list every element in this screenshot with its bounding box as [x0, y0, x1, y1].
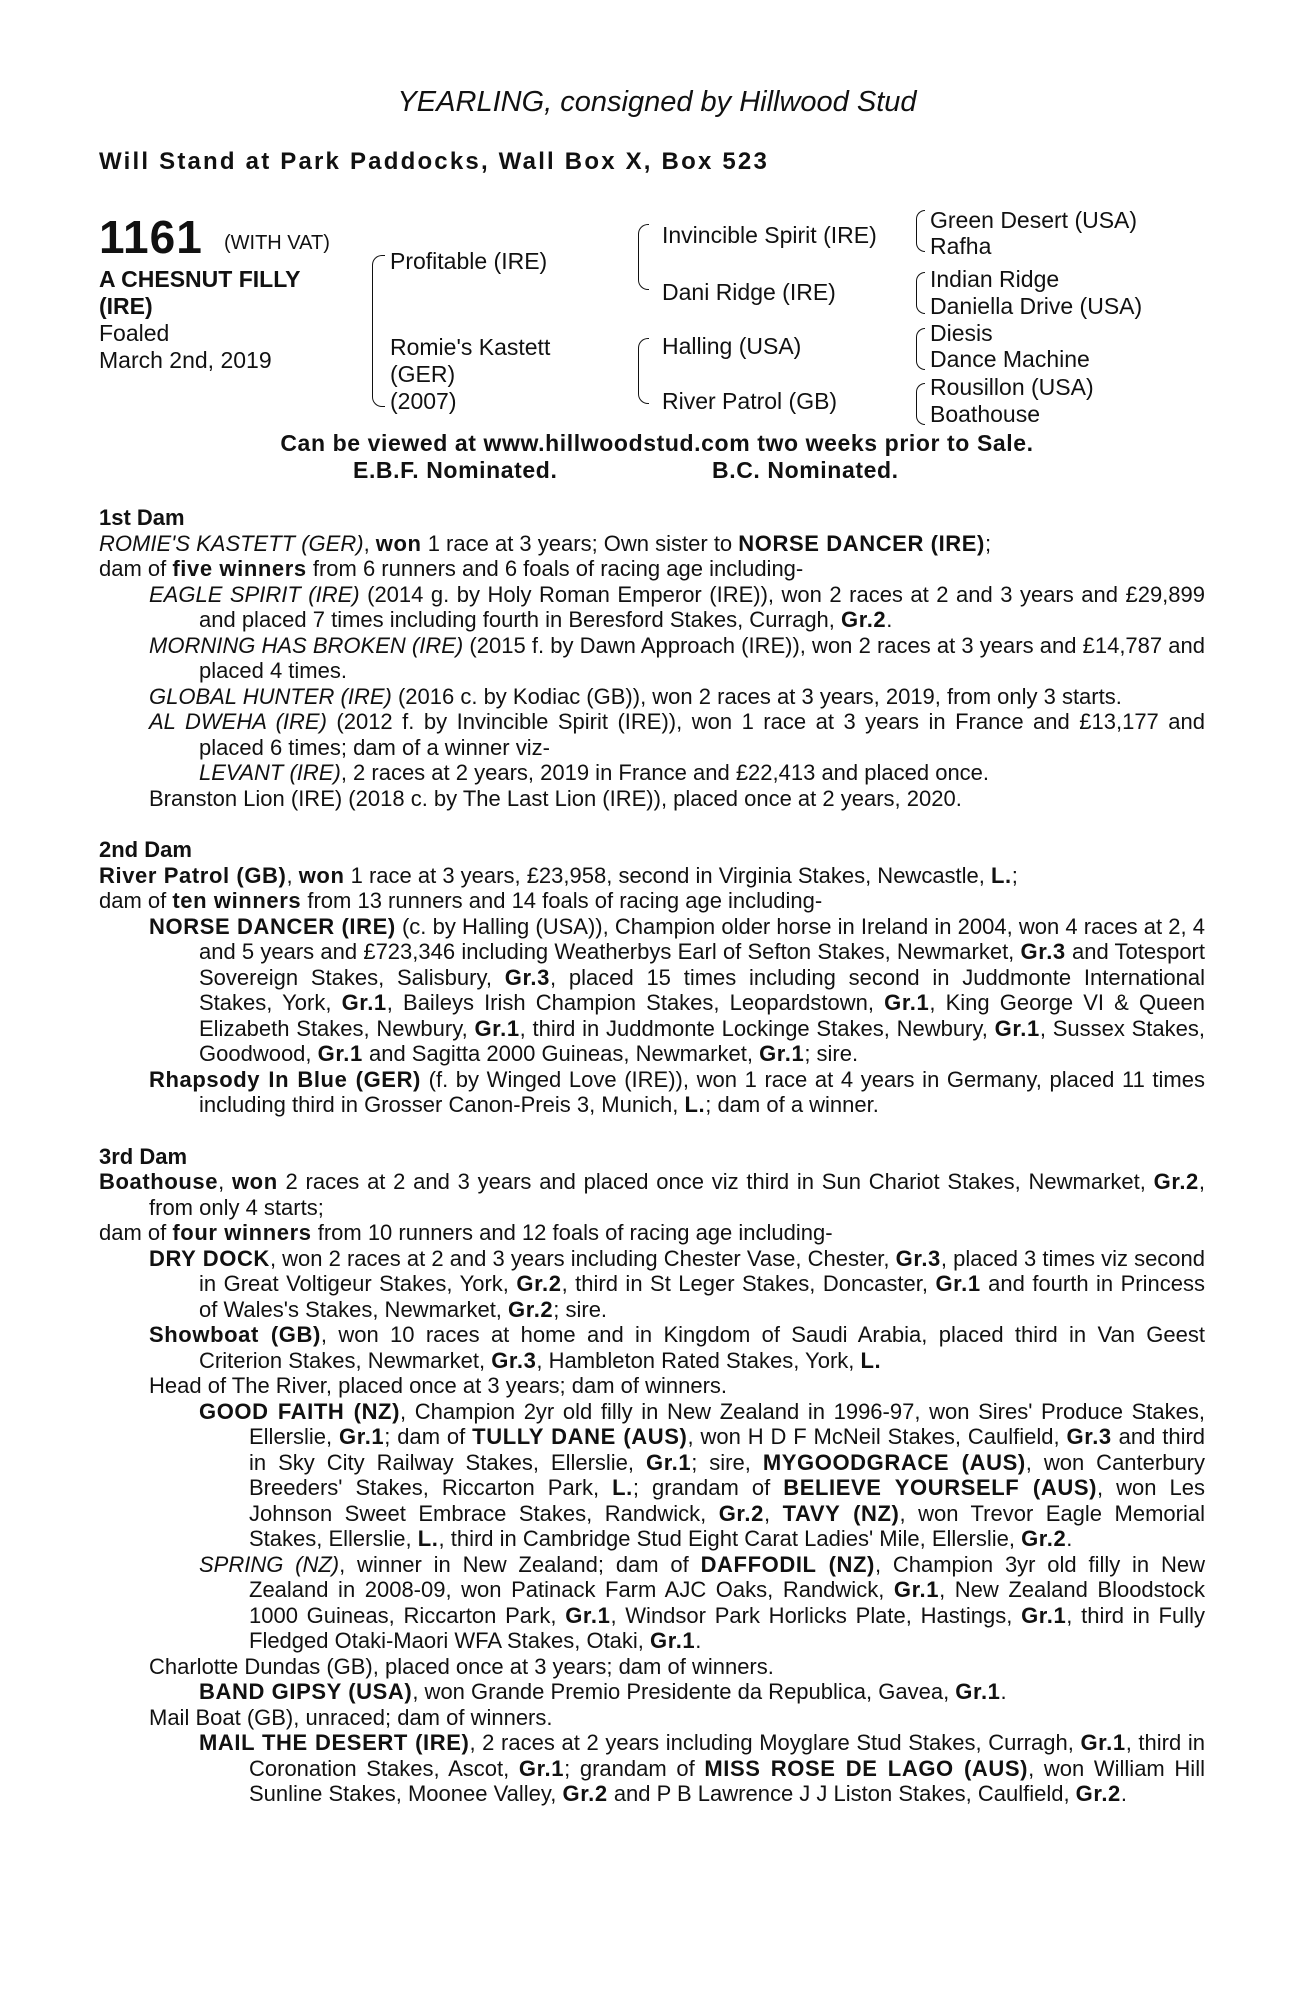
third-dam-summary [99, 1220, 1205, 1246]
text-bold: Gr.2 [1075, 1781, 1121, 1806]
pedigree-bracket-dam [638, 338, 649, 404]
text-bold: Gr.1 [759, 1041, 805, 1066]
text-bold: TULLY DANE (AUS) [472, 1424, 688, 1449]
text: , New Zealand Bloodstock 1000 Guineas, Riccarton Park, [249, 1577, 1206, 1628]
text-bold: won [231, 1169, 278, 1194]
text-bold: Gr.1 [474, 1015, 520, 1041]
text: , [218, 1169, 232, 1194]
pedigree-g6: Dance Machine [930, 346, 1090, 372]
text: . [886, 607, 893, 632]
pedigree-bracket-g1 [916, 210, 925, 252]
text: (2016 c. by Kodiac (GB)), won 2 races at 3 years, 2019, from only 3 starts. [391, 683, 1122, 709]
text: , from only 4 starts; [149, 1169, 1205, 1220]
text: , 2 races at 2 years, 2019 in France and £22,413 and placed once. [340, 760, 990, 785]
text-bold: won [375, 530, 422, 556]
text: , [363, 530, 376, 556]
second-dam-line [99, 863, 1205, 889]
text: , won Grande Premio Presidente da Republica, Gavea, [412, 1679, 956, 1704]
pedigree-bracket-main [372, 255, 385, 407]
text-bold: NORSE DANCER (IRE) [738, 530, 985, 556]
text: dam of [99, 556, 173, 581]
text: , Windsor Park Horlicks Plate, Hastings, [610, 1602, 1022, 1628]
produce-record [99, 505, 1205, 1807]
text: dam of [99, 888, 173, 913]
produce-entry [99, 1679, 1205, 1705]
horse-name: NORSE DANCER (IRE) [149, 913, 396, 939]
pedigree-bracket-sire [638, 224, 649, 290]
produce-entry: Mail Boat (GB), unraced; dam of winners. [149, 1704, 553, 1730]
produce-entry [99, 914, 1205, 1067]
text: 1 race at 3 years, £23,958, second in Virginia Stakes, Newcastle, [344, 862, 992, 888]
second-dam-summary [99, 888, 1205, 914]
text: (2015 f. by Dawn Approach (IRE)), won 2 races at 3 years and £14,787 and placed 4 times. [199, 632, 1205, 683]
text-bold: Gr.2 [1021, 1526, 1067, 1551]
text: ; dam of a winner. [705, 1092, 879, 1117]
text: , 2 races at 2 years including Moyglare Stud Stakes, Curragh, [469, 1730, 1081, 1755]
text-bold: ten winners [172, 888, 302, 913]
horse-name: LEVANT (IRE) [199, 760, 341, 785]
produce-entry [99, 582, 1205, 633]
pedigree-dam-dam: River Patrol (GB) [662, 388, 838, 414]
text-bold: won [298, 862, 345, 888]
text-bold: L. [684, 1092, 706, 1117]
text-bold: L. [860, 1347, 882, 1373]
third-dam-line [99, 1169, 1205, 1220]
pedigree-g3: Indian Ridge [930, 266, 1060, 292]
text-bold: Gr.1 [955, 1679, 1001, 1704]
text: ; sire, [691, 1449, 763, 1475]
first-dam-name: ROMIE'S KASTETT (GER) [99, 530, 364, 556]
produce-entry [99, 1322, 1205, 1373]
text: ; sire. [553, 1296, 608, 1322]
text-bold: Gr.3 [895, 1245, 941, 1271]
horse-name: BAND GIPSY (USA) [199, 1679, 413, 1704]
text: (f. by Winged Love (IRE)), won 1 race at 4 years in Germany, placed 11 times including third in Grosser Canon-Preis 3, Munich, [199, 1066, 1205, 1117]
text-bold: MISS ROSE DE LAGO (AUS) [704, 1755, 1029, 1781]
produce-entry [99, 1399, 1205, 1552]
text: ; grandam of [632, 1475, 784, 1500]
pedigree-sire-dam: Dani Ridge (IRE) [662, 279, 836, 305]
text: 2 races at 2 and 3 years and placed once viz third in Sun Chariot Stakes, Newmarket, [277, 1169, 1154, 1194]
text-bold: Gr.3 [504, 964, 550, 990]
pedigree-dam-country: (GER) [390, 361, 456, 387]
text: , Hambleton Rated Stakes, York, [536, 1347, 861, 1373]
foaled-label: Foaled [99, 320, 170, 346]
text: ; grandam of [564, 1755, 705, 1781]
text: , Sussex Stakes, Goodwood, [199, 1015, 1205, 1066]
text-bold: Gr.1 [994, 1015, 1040, 1041]
text: , won 2 races at 2 and 3 years including Chester Vase, Chester, [269, 1245, 896, 1271]
pedigree-g2: Rafha [930, 233, 992, 259]
text: ; [984, 530, 992, 556]
text: , King George VI & Queen Elizabeth Stakes, Newbury, [199, 990, 1205, 1041]
text: 1 race at 3 years; Own sister to [421, 530, 739, 556]
text-bold: Gr.3 [491, 1347, 537, 1373]
text: , third in Juddmonte Lockinge Stakes, Newbury, [519, 1015, 995, 1041]
text: , Champion 3yr old filly in New Zealand in 2008-09, won Patinack Farm AJC Oaks, Randwick, [249, 1551, 1205, 1602]
first-dam-summary [99, 556, 1205, 582]
text-bold: MYGOODGRACE (AUS) [762, 1449, 1026, 1475]
viewing-notice: Can be viewed at www.hillwoodstud.com two weeks prior to Sale. [280, 430, 1034, 456]
text: , won William Hill Sunline Stakes, Moonee Valley, [249, 1755, 1205, 1806]
lot-number: 1161 [99, 211, 203, 263]
text: , won 10 races at home and in Kingdom of Saudi Arabia, placed third in Van Geest Criterion Stakes, Newmarket, [199, 1322, 1205, 1373]
pedigree-g1: Green Desert (USA) [930, 207, 1138, 233]
text: , won Les Johnson Sweet Embrace Stakes, Randwick, [249, 1475, 1205, 1526]
text-bold: Gr.2 [508, 1296, 554, 1322]
text: from 10 runners and 12 foals of racing age including- [311, 1220, 833, 1245]
pedigree-sire-sire: Invincible Spirit (IRE) [662, 222, 877, 248]
bc-nomination: B.C. Nominated. [712, 457, 899, 483]
second-dam-heading: 2nd Dam [99, 837, 192, 862]
text: , third in Cambridge Stud Eight Carat Ladies' Mile, Ellerslie, [438, 1526, 1022, 1551]
produce-entry [99, 1067, 1205, 1118]
text-bold: Gr.2 [562, 1781, 608, 1806]
pedigree-g4: Daniella Drive (USA) [930, 293, 1143, 319]
produce-entry [99, 709, 1205, 760]
produce-entry: Branston Lion (IRE) (2018 c. by The Last Lion (IRE)), placed once at 2 years, 2020. [149, 785, 962, 811]
produce-entry [99, 684, 1205, 710]
text: from 6 runners and 6 foals of racing age including- [306, 556, 804, 581]
text-bold: Gr.1 [646, 1449, 692, 1475]
text-bold: five winners [172, 556, 307, 581]
text: , third in Fully Fledged Otaki-Maori WFA Stakes, Otaki, [249, 1602, 1205, 1653]
text: . [1120, 1781, 1128, 1806]
produce-entry [99, 1246, 1205, 1323]
text-bold: Gr.1 [317, 1041, 363, 1066]
text-bold: L. [417, 1526, 439, 1551]
text-bold: Gr.1 [935, 1271, 981, 1296]
text: from 13 runners and 14 foals of racing age including- [301, 888, 823, 913]
text: (2014 g. by Holy Roman Emperor (IRE)), won 2 races at 2 and 3 years and £29,899 and placed 7 times including fourth in Beresford Stakes, Curragh, [199, 581, 1205, 632]
first-dam-line [99, 531, 1205, 557]
lot-description-country: (IRE) [99, 293, 153, 319]
text: , [286, 862, 299, 888]
text-bold: Gr.3 [1020, 939, 1066, 964]
text: , won H D F McNeil Stakes, Caulfield, [687, 1424, 1067, 1449]
text: , won Trevor Eagle Memorial Stakes, Ellerslie, [249, 1500, 1205, 1551]
text-bold: four winners [172, 1220, 312, 1245]
text: (2012 f. by Invincible Spirit (IRE)), won 1 race at 3 years in France and £13,177 and placed 6 times; dam of a winner viz- [199, 709, 1205, 760]
text: . [695, 1628, 702, 1653]
horse-name: GLOBAL HUNTER (IRE) [149, 683, 392, 709]
produce-entry [99, 1730, 1205, 1807]
text: , winner in New Zealand; dam of [339, 1551, 701, 1577]
text-bold: Gr.1 [884, 990, 930, 1015]
text: and third in Sky City Railway Stakes, Ellerslie, [249, 1424, 1206, 1475]
text-bold: Boathouse [99, 1169, 219, 1194]
horse-name: Showboat (GB) [149, 1322, 321, 1347]
text: and P B Lawrence J J Liston Stakes, Caulfield, [607, 1781, 1076, 1806]
text: , third in St Leger Stakes, Doncaster, [561, 1271, 936, 1296]
text: , [763, 1500, 783, 1526]
text: , placed 3 times viz second in Great Voltigeur Stakes, York, [199, 1245, 1206, 1296]
text-bold: Gr.1 [1021, 1602, 1067, 1628]
horse-name: MORNING HAS BROKEN (IRE) [149, 632, 464, 658]
text: dam of [99, 1220, 173, 1245]
horse-name: EAGLE SPIRIT (IRE) [149, 581, 360, 607]
lot-vat-note: (WITH VAT) [224, 232, 330, 254]
horse-name: GOOD FAITH (NZ) [199, 1398, 401, 1424]
text: and Totesport Sovereign Stakes, Salisbury, [199, 939, 1205, 990]
text: ; sire. [804, 1041, 859, 1066]
pedigree-dam-sire: Halling (USA) [662, 333, 802, 359]
text: , third in Coronation Stakes, Ascot, [249, 1730, 1205, 1781]
text-bold: DAFFODIL (NZ) [700, 1551, 875, 1577]
text-bold: Gr.1 [650, 1628, 696, 1653]
text-bold: BELIEVE YOURSELF (AUS) [783, 1475, 1098, 1500]
text: . [1000, 1679, 1007, 1704]
text-bold: L. [991, 862, 1012, 888]
text: , won Canterbury Breeders' Stakes, Riccarton Park, [249, 1449, 1206, 1500]
text: ; dam of [384, 1424, 473, 1449]
text-bold: Gr.1 [341, 990, 387, 1015]
text: , Champion 2yr old filly in New Zealand in 1996-97, won Sires' Produce Stakes, Ellerslie, [249, 1398, 1205, 1449]
horse-name: Rhapsody In Blue (GER) [149, 1066, 421, 1092]
text-bold: Gr.2 [1153, 1169, 1199, 1194]
consignor-line: YEARLING, consigned by Hillwood Stud [397, 86, 917, 118]
text-bold: Gr.1 [893, 1577, 940, 1602]
horse-name: AL DWEHA (IRE) [149, 709, 327, 734]
text-bold: Gr.2 [516, 1271, 562, 1296]
text-bold: L. [612, 1475, 633, 1500]
text: and fourth in Princess of Wales's Stakes, Newmarket, [199, 1271, 1205, 1322]
stand-location: Will Stand at Park Paddocks, Wall Box X, Box 523 [99, 148, 769, 175]
pedigree-bracket-g3 [916, 328, 925, 370]
pedigree-bracket-g2 [916, 272, 925, 314]
pedigree-dam: Romie's Kastett [390, 334, 551, 360]
text: . [1066, 1526, 1073, 1551]
text-bold: Gr.1 [518, 1755, 565, 1781]
produce-entry: Charlotte Dundas (GB), placed once at 3 years; dam of winners. [149, 1653, 774, 1679]
produce-entry [99, 633, 1205, 684]
text-bold: Gr.1 [339, 1424, 385, 1449]
pedigree-sire: Profitable (IRE) [390, 248, 548, 274]
text-bold: Gr.1 [1080, 1730, 1126, 1755]
text: , placed 15 times including second in Juddmonte International Stakes, York, [199, 964, 1205, 1015]
produce-entry: Head of The River, placed once at 3 years; dam of winners. [149, 1373, 728, 1398]
pedigree-g5: Diesis [930, 320, 993, 346]
text-bold: Gr.1 [565, 1602, 611, 1628]
text: (c. by Halling (USA)), Champion older horse in Ireland in 2004, won 4 races at 2, 4 and 5 years and £723,346 including Weatherbys Earl of Sefton Stakes, Newmarket, [199, 913, 1205, 964]
third-dam-heading: 3rd Dam [99, 1143, 188, 1169]
lot-description: A CHESNUT FILLY [99, 266, 301, 292]
first-dam-heading: 1st Dam [99, 505, 185, 530]
text-bold: River Patrol (GB) [99, 862, 287, 888]
horse-name: SPRING (NZ) [199, 1551, 340, 1577]
produce-entry [99, 760, 1205, 786]
text-bold: Gr.3 [1066, 1424, 1112, 1449]
text: and Sagitta 2000 Guineas, Newmarket, [362, 1041, 760, 1066]
text-bold: Gr.2 [841, 607, 887, 632]
horse-name: MAIL THE DESERT (IRE) [199, 1730, 470, 1755]
ebf-nomination: E.B.F. Nominated. [353, 457, 558, 483]
produce-entry [99, 1552, 1205, 1654]
text-bold: Gr.2 [718, 1500, 764, 1526]
horse-name: DRY DOCK [149, 1245, 270, 1271]
text: , Baileys Irish Champion Stakes, Leopardstown, [386, 990, 885, 1015]
pedigree-bracket-g4 [916, 383, 925, 425]
pedigree-dam-year: (2007) [390, 388, 457, 414]
text-bold: TAVY (NZ) [782, 1500, 900, 1526]
pedigree-g7: Rousillon (USA) [930, 374, 1094, 400]
text: ; [1011, 862, 1018, 888]
pedigree-g8: Boathouse [930, 401, 1040, 427]
foaled-date: March 2nd, 2019 [99, 347, 272, 373]
